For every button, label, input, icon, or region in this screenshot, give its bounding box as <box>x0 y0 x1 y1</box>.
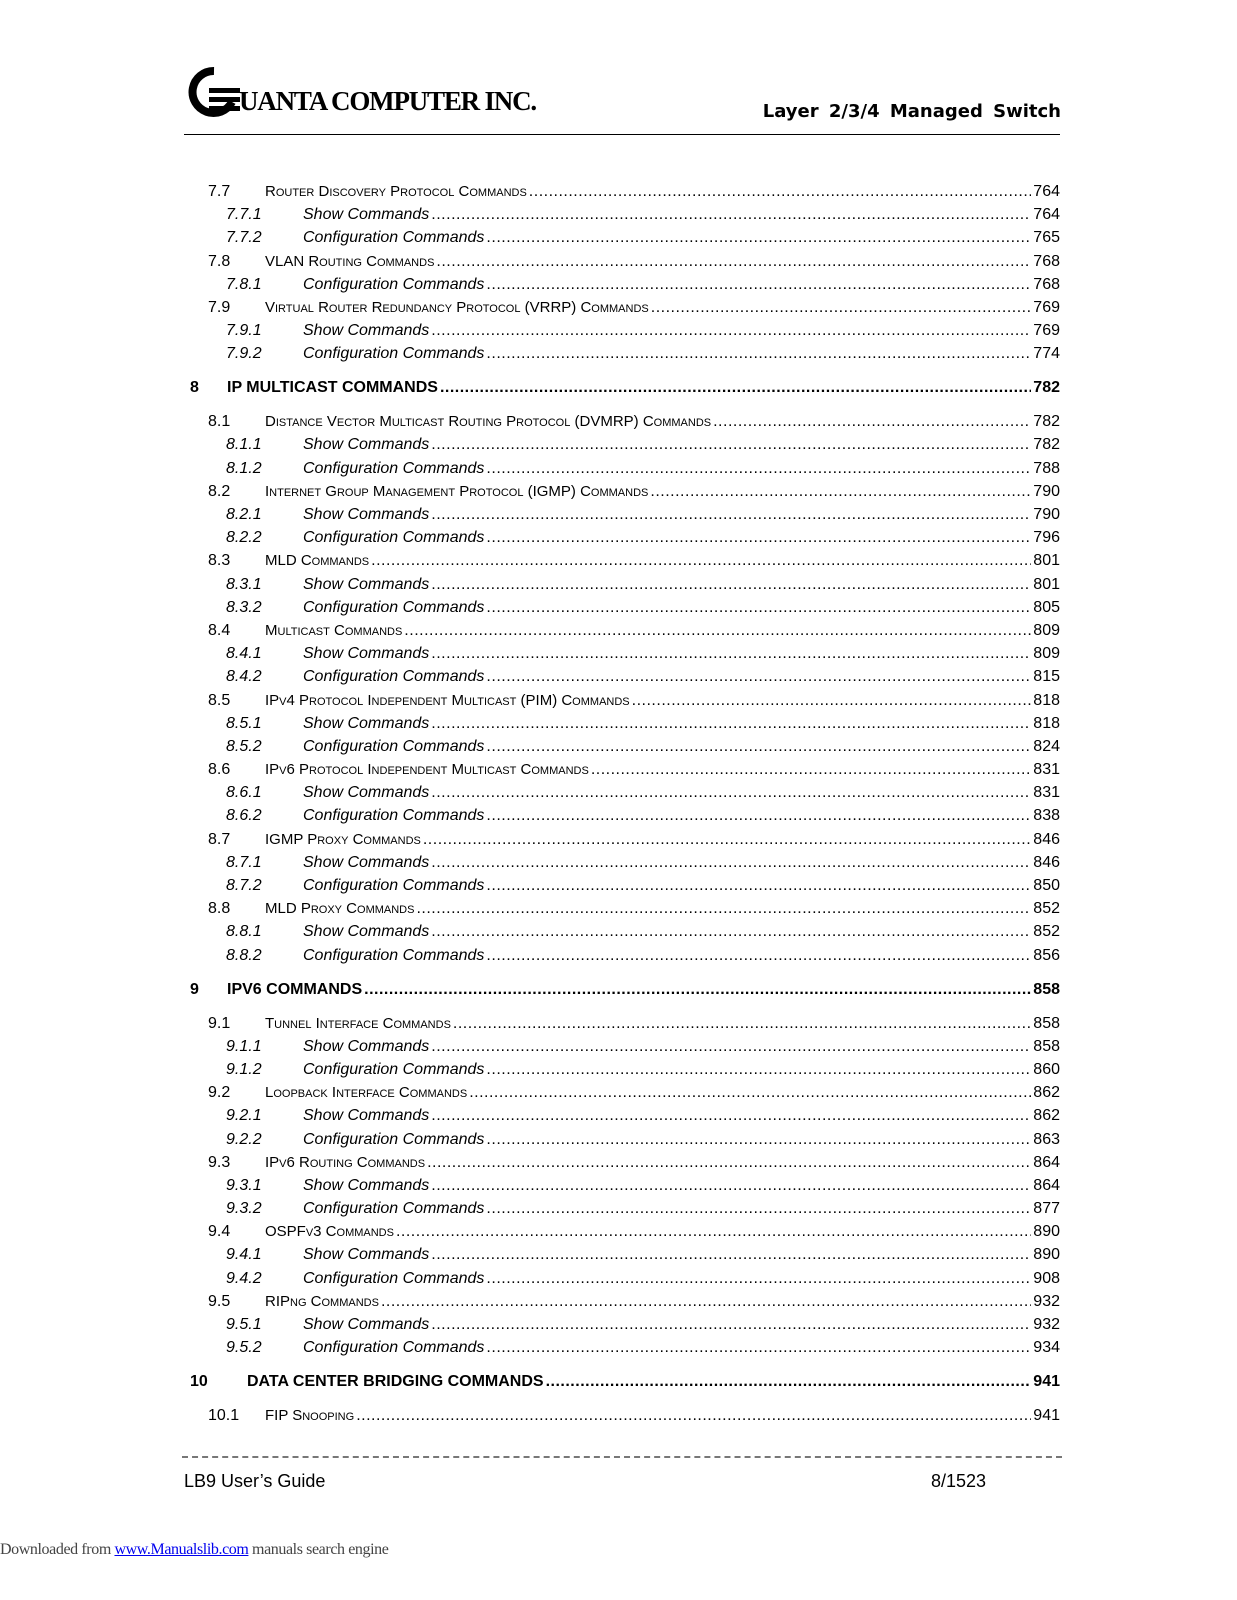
toc-dot-leader <box>486 804 1031 827</box>
toc-section-entry[interactable] <box>190 1012 1060 1035</box>
toc-entry-page: 858 <box>1033 980 1060 998</box>
toc-dot-leader <box>431 920 1031 943</box>
toc-entry-page: 908 <box>1033 1269 1060 1287</box>
toc-dot-leader <box>486 944 1031 967</box>
toc-entry-page: 864 <box>1033 1176 1060 1194</box>
toc-entry-page: 769 <box>1033 322 1060 340</box>
toc-entry-page: 788 <box>1033 459 1060 477</box>
toc-entry-title: IP MULTICAST COMMANDS <box>227 379 438 397</box>
toc-section-entry[interactable] <box>190 1290 1060 1313</box>
toc-entry-title: Virtual Router Redundancy Protocol (VRRP) Commands <box>265 298 649 316</box>
toc-dot-leader <box>423 828 1031 851</box>
toc-subsection-entry[interactable] <box>190 526 1060 549</box>
toc-entry-title: Multicast Commands <box>265 621 403 639</box>
toc-entry-number: 7.8 <box>208 252 231 270</box>
toc-dot-leader <box>381 1290 1031 1313</box>
toc-entry-title: Router Discovery Protocol Commands <box>265 183 527 200</box>
toc-dot-leader <box>396 1220 1031 1243</box>
toc-entry-page: 809 <box>1033 645 1060 663</box>
toc-entry-number: 8.4.1 <box>226 645 262 663</box>
toc-entry-number: 8.7 <box>208 830 231 848</box>
toc-subsection-entry[interactable] <box>190 1174 1060 1197</box>
toc-entry-page: 838 <box>1033 807 1060 825</box>
toc-entry-title: MLD Commands <box>265 552 370 570</box>
toc-entry-number: 7.7.1 <box>226 206 262 224</box>
toc-section-entry[interactable] <box>190 897 1060 920</box>
toc-dot-leader <box>431 851 1031 874</box>
toc-subsection-entry[interactable] <box>190 665 1060 688</box>
toc-entry-title: Show Commands <box>303 206 430 224</box>
toc-entry-number: 9.4 <box>208 1223 231 1241</box>
toc-subsection-entry[interactable] <box>190 642 1060 665</box>
toc-subsection-entry[interactable] <box>190 1035 1060 1058</box>
toc-entry-number: 8.5.1 <box>226 714 262 732</box>
toc-subsection-entry[interactable] <box>190 273 1060 296</box>
toc-entry-title: Show Commands <box>303 575 430 593</box>
toc-subsection-entry[interactable] <box>190 342 1060 365</box>
toc-entry-title: OSPFv3 Commands <box>265 1223 394 1241</box>
toc-section-entry[interactable] <box>190 1081 1060 1104</box>
toc-entry-number: 8.1 <box>208 413 231 431</box>
toc-entry-title: Show Commands <box>303 506 430 524</box>
toc-entry-title: Configuration Commands <box>303 345 485 363</box>
toc-entry-title: Configuration Commands <box>303 1269 485 1287</box>
company-logo <box>188 66 568 118</box>
toc-entry-page: 815 <box>1033 668 1060 686</box>
toc-dot-leader <box>486 1128 1031 1151</box>
toc-entry-title: Configuration Commands <box>303 807 485 825</box>
toc-entry-title: Show Commands <box>303 1316 430 1333</box>
toc-subsection-entry[interactable] <box>190 1058 1060 1081</box>
toc-entry-title: FIP Snooping <box>265 1407 355 1425</box>
toc-subsection-entry[interactable] <box>190 1128 1060 1151</box>
toc-chapter-entry[interactable] <box>190 376 1060 399</box>
toc-dot-leader <box>486 596 1031 619</box>
toc-dot-leader <box>486 1336 1031 1359</box>
toc-entry-number: 10 <box>190 1373 208 1391</box>
toc-subsection-entry[interactable] <box>190 1243 1060 1266</box>
toc-subsection-entry[interactable] <box>190 503 1060 526</box>
toc-dot-leader <box>427 1151 1031 1174</box>
toc-entry-number: 8.3.1 <box>226 575 262 593</box>
toc-entry-title: Configuration Commands <box>303 1130 485 1148</box>
toc-entry-page: 941 <box>1033 1407 1060 1425</box>
toc-dot-leader <box>431 1243 1031 1266</box>
toc-subsection-entry[interactable] <box>190 457 1060 480</box>
toc-entry-page: 846 <box>1033 830 1060 848</box>
header-title: Layer 2/3/4 Managed Switch <box>762 101 1061 122</box>
toc-section-entry[interactable] <box>190 1151 1060 1174</box>
toc-entry-page: 790 <box>1033 506 1060 524</box>
toc-entry-number: 8.6.1 <box>226 784 262 802</box>
toc-entry-number: 7.9.1 <box>226 322 262 340</box>
toc-entry-page: 941 <box>1033 1373 1060 1391</box>
toc-entry-number: 7.9.2 <box>226 345 262 363</box>
toc-dot-leader <box>713 410 1031 433</box>
toc-entry-page: 782 <box>1033 436 1060 454</box>
toc-entry-number: 8.6.2 <box>226 807 262 825</box>
toc-entry-number: 8.7.2 <box>226 877 262 895</box>
toc-entry-title: Show Commands <box>303 784 430 802</box>
toc-subsection-entry[interactable] <box>190 944 1060 967</box>
toc-dot-leader <box>431 1174 1031 1197</box>
toc-entry-title: Internet Group Management Protocol (IGMP) Commands <box>265 482 649 500</box>
quanta-q-logo-icon <box>188 66 240 118</box>
toc-entry-page: 852 <box>1033 900 1060 918</box>
toc-entry-page: 769 <box>1033 298 1060 316</box>
toc-dot-leader <box>431 573 1031 596</box>
toc-dot-leader <box>486 457 1031 480</box>
toc-dot-leader <box>431 1313 1031 1336</box>
toc-entry-page: 850 <box>1033 877 1060 895</box>
toc-entry-page: 890 <box>1033 1246 1060 1264</box>
toc-chapter-entry[interactable] <box>190 1370 1060 1393</box>
toc-entry-page: 765 <box>1033 229 1060 247</box>
toc-entry-page: 934 <box>1033 1339 1060 1357</box>
footer-guide-title: LB9 User’s Guide <box>184 1471 326 1491</box>
toc-entry-title: Loopback Interface Commands <box>265 1084 468 1102</box>
toc-dot-leader <box>436 250 1031 273</box>
toc-dot-leader <box>486 526 1031 549</box>
toc-entry-number: 8.8 <box>208 900 231 918</box>
toc-dot-leader <box>546 1370 1032 1393</box>
toc-entry-page: 818 <box>1033 714 1060 732</box>
toc-subsection-entry[interactable] <box>190 319 1060 342</box>
toc-entry-title: Show Commands <box>303 322 430 340</box>
toc-subsection-entry[interactable] <box>190 1313 1060 1336</box>
toc-subsection-entry[interactable] <box>190 851 1060 874</box>
toc-subsection-entry[interactable] <box>190 1104 1060 1127</box>
toc-entry-page: 768 <box>1033 275 1060 293</box>
toc-entry-number: 10.1 <box>208 1407 240 1425</box>
toc-entry-number: 8.5.2 <box>226 737 262 755</box>
toc-entry-number: 8.7.1 <box>226 853 262 871</box>
toc-subsection-entry[interactable] <box>190 735 1060 758</box>
toc-entry-page: 852 <box>1033 923 1060 941</box>
toc-dot-leader <box>632 689 1032 712</box>
toc-dot-leader <box>486 1058 1031 1081</box>
header-divider <box>184 134 1060 135</box>
toc-dot-leader <box>416 897 1031 920</box>
toc-entry-title: Tunnel Interface Commands <box>265 1014 451 1032</box>
toc-section-entry[interactable] <box>190 689 1060 712</box>
company-name: UANTA COMPUTER INC. <box>239 86 536 116</box>
toc-entry-page: 796 <box>1033 529 1060 547</box>
toc-dot-leader <box>591 758 1031 781</box>
toc-entry-number: 8.5 <box>208 691 231 709</box>
toc-section-entry[interactable] <box>190 250 1060 273</box>
toc-entry-page: 824 <box>1033 737 1060 755</box>
toc-subsection-entry[interactable] <box>190 804 1060 827</box>
toc-entry-title: Configuration Commands <box>303 1339 485 1357</box>
toc-entry-page: 831 <box>1033 761 1060 779</box>
toc-dot-leader <box>650 480 1031 503</box>
toc-entry-number: 7.7 <box>208 183 231 200</box>
toc-entry-title: Show Commands <box>303 1246 430 1264</box>
toc-entry-page: 782 <box>1033 413 1060 431</box>
manualslib-link[interactable]: www.Manualslib.com <box>114 1541 249 1558</box>
toc-subsection-entry[interactable] <box>190 1197 1060 1220</box>
toc-section-entry[interactable] <box>190 1220 1060 1243</box>
download-note <box>0 1541 388 1559</box>
toc-entry-page: 801 <box>1033 575 1060 593</box>
toc-entry-number: 9.4.2 <box>226 1269 262 1287</box>
toc-dot-leader <box>486 735 1031 758</box>
toc-dot-leader <box>486 665 1031 688</box>
toc-subsection-entry[interactable] <box>190 1267 1060 1290</box>
toc-entry-page: 862 <box>1033 1084 1060 1102</box>
toc-entry-number: 9.3.1 <box>226 1176 262 1194</box>
toc-entry-page: 858 <box>1033 1014 1060 1032</box>
toc-dot-leader <box>486 1267 1031 1290</box>
toc-subsection-entry[interactable] <box>190 596 1060 619</box>
toc-entry-title: IPv6 Protocol Independent Multicast Commands <box>265 761 589 779</box>
toc-entry-title: IPv4 Protocol Independent Multicast (PIM) Commands <box>265 691 630 709</box>
toc-dot-leader <box>431 203 1031 226</box>
toc-entry-title: IPV6 COMMANDS <box>227 980 363 998</box>
toc-entry-title: Show Commands <box>303 1107 430 1125</box>
toc-subsection-entry[interactable] <box>190 203 1060 226</box>
toc-subsection-entry[interactable] <box>190 712 1060 735</box>
toc-entry-number: 8.1.2 <box>226 459 262 477</box>
toc-entry-title: MLD Proxy Commands <box>265 900 415 918</box>
toc-entry-number: 7.8.1 <box>226 275 262 293</box>
toc-entry-title: IGMP Proxy Commands <box>265 830 421 848</box>
toc-section-entry[interactable] <box>190 619 1060 642</box>
toc-dot-leader <box>440 376 1031 399</box>
toc-entry-title: Configuration Commands <box>303 275 485 293</box>
toc-entry-page: 790 <box>1033 482 1060 500</box>
toc-entry-number: 8.8.2 <box>226 946 262 964</box>
toc-subsection-entry[interactable] <box>190 573 1060 596</box>
footer-divider <box>182 1456 1062 1458</box>
toc-dot-leader <box>453 1012 1031 1035</box>
toc-dot-leader <box>431 642 1031 665</box>
toc-entry-number: 9.5.2 <box>226 1339 262 1357</box>
toc-entry-title: Distance Vector Multicast Routing Protocol (DVMRP) Commands <box>265 413 712 431</box>
toc-entry-page: 801 <box>1033 552 1060 570</box>
toc-chapter-entry[interactable] <box>190 978 1060 1001</box>
toc-entry-page: 932 <box>1033 1292 1060 1310</box>
toc-section-entry[interactable] <box>190 1404 1060 1427</box>
toc-entry-number: 8.4.2 <box>226 668 262 686</box>
toc-entry-page: 805 <box>1033 598 1060 616</box>
toc-entry-page: 862 <box>1033 1107 1060 1125</box>
toc-subsection-entry[interactable] <box>190 874 1060 897</box>
toc-entry-page: 764 <box>1033 183 1060 200</box>
toc-entry-number: 9.2 <box>208 1084 231 1102</box>
toc-dot-leader <box>431 1035 1031 1058</box>
toc-entry-title: Configuration Commands <box>303 1060 485 1078</box>
toc-entry-number: 8.4 <box>208 621 231 639</box>
toc-entry-number: 8.3.2 <box>226 598 262 616</box>
footer-page-number: 8/1523 <box>931 1471 987 1491</box>
toc-dot-leader <box>364 978 1031 1001</box>
toc-entry-page: 818 <box>1033 691 1060 709</box>
toc-entry-title: Show Commands <box>303 714 430 732</box>
toc-entry-page: 863 <box>1033 1130 1060 1148</box>
toc-subsection-entry[interactable] <box>190 1336 1060 1359</box>
toc-section-entry[interactable] <box>190 758 1060 781</box>
toc-entry-number: 8.6 <box>208 761 231 779</box>
toc-entry-title: Configuration Commands <box>303 598 485 616</box>
toc-dot-leader <box>356 1404 1031 1427</box>
toc-entry-page: 831 <box>1033 784 1060 802</box>
toc-entry-title: Configuration Commands <box>303 529 485 547</box>
toc-section-entry[interactable] <box>190 180 1060 203</box>
toc-entry-title: DATA CENTER BRIDGING COMMANDS <box>247 1373 544 1391</box>
toc-entry-title: Configuration Commands <box>303 229 485 247</box>
toc-entry-number: 8.2.2 <box>226 529 262 547</box>
toc-entry-page: 877 <box>1033 1200 1060 1218</box>
toc-entry-page: 864 <box>1033 1153 1060 1171</box>
toc-entry-title: Show Commands <box>303 436 430 454</box>
toc-entry-title: Configuration Commands <box>303 877 485 895</box>
download-suffix: manuals search engine <box>248 1541 389 1558</box>
toc-entry-number: 8.3 <box>208 552 231 570</box>
toc-dot-leader <box>529 180 1032 203</box>
toc-section-entry[interactable] <box>190 828 1060 851</box>
toc-entry-page: 932 <box>1033 1316 1060 1333</box>
toc-dot-leader <box>431 781 1031 804</box>
toc-entry-title: Show Commands <box>303 1176 430 1194</box>
toc-subsection-entry[interactable] <box>190 920 1060 943</box>
toc-dot-leader <box>486 1197 1031 1220</box>
toc-entry-number: 9.2.2 <box>226 1130 262 1148</box>
toc-entry-page: 774 <box>1033 345 1060 363</box>
toc-dot-leader <box>431 1104 1031 1127</box>
toc-entry-title: RIPng Commands <box>265 1292 379 1310</box>
toc-subsection-entry[interactable] <box>190 433 1060 456</box>
toc-entry-number: 9.3 <box>208 1153 231 1171</box>
toc-entry-title: Configuration Commands <box>303 668 485 686</box>
toc-entry-page: 856 <box>1033 946 1060 964</box>
toc-entry-title: Show Commands <box>303 853 430 871</box>
toc-entry-title: Configuration Commands <box>303 737 485 755</box>
toc-dot-leader <box>486 226 1031 249</box>
toc-entry-title: Show Commands <box>303 1037 430 1055</box>
table-of-contents <box>190 180 1060 1427</box>
toc-subsection-entry[interactable] <box>190 226 1060 249</box>
toc-entry-title: IPv6 Routing Commands <box>265 1153 426 1171</box>
toc-entry-number: 9.1.1 <box>226 1037 262 1055</box>
toc-entry-page: 768 <box>1033 252 1060 270</box>
toc-entry-number: 9.5 <box>208 1292 231 1310</box>
toc-dot-leader <box>486 342 1031 365</box>
toc-entry-number: 9 <box>190 980 199 998</box>
toc-dot-leader <box>371 549 1031 572</box>
toc-dot-leader <box>469 1081 1031 1104</box>
toc-section-entry[interactable] <box>190 480 1060 503</box>
toc-entry-number: 7.7.2 <box>226 229 262 247</box>
toc-entry-title: Configuration Commands <box>303 459 485 477</box>
toc-section-entry[interactable] <box>190 296 1060 319</box>
toc-dot-leader <box>431 319 1031 342</box>
toc-entry-number: 8.8.1 <box>226 923 262 941</box>
toc-entry-title: Show Commands <box>303 645 430 663</box>
toc-dot-leader <box>486 874 1031 897</box>
toc-entry-number: 8.2.1 <box>226 506 262 524</box>
toc-entry-number: 9.3.2 <box>226 1200 262 1218</box>
toc-subsection-entry[interactable] <box>190 781 1060 804</box>
toc-entry-number: 9.2.1 <box>226 1107 262 1125</box>
toc-entry-page: 782 <box>1033 379 1060 397</box>
toc-section-entry[interactable] <box>190 549 1060 572</box>
toc-entry-number: 9.4.1 <box>226 1246 262 1264</box>
toc-dot-leader <box>431 503 1031 526</box>
toc-entry-page: 890 <box>1033 1223 1060 1241</box>
toc-entry-number: 9.5.1 <box>226 1316 262 1333</box>
toc-entry-number: 8 <box>190 379 199 397</box>
toc-entry-number: 8.1.1 <box>226 436 262 454</box>
toc-entry-page: 858 <box>1033 1037 1060 1055</box>
toc-entry-number: 9.1 <box>208 1014 231 1032</box>
toc-entry-number: 9.1.2 <box>226 1060 262 1078</box>
toc-dot-leader <box>651 296 1032 319</box>
toc-entry-title: Show Commands <box>303 923 430 941</box>
toc-dot-leader <box>486 273 1031 296</box>
download-prefix: Downloaded from <box>0 1541 115 1558</box>
toc-entry-page: 764 <box>1033 206 1060 224</box>
toc-dot-leader <box>431 433 1031 456</box>
toc-dot-leader <box>431 712 1031 735</box>
toc-entry-title: VLAN Routing Commands <box>265 252 435 270</box>
toc-entry-page: 860 <box>1033 1060 1060 1078</box>
toc-entry-page: 846 <box>1033 853 1060 871</box>
toc-entry-title: Configuration Commands <box>303 1200 485 1218</box>
toc-section-entry[interactable] <box>190 410 1060 433</box>
toc-entry-title: Configuration Commands <box>303 946 485 964</box>
toc-entry-page: 809 <box>1033 621 1060 639</box>
toc-dot-leader <box>404 619 1031 642</box>
toc-entry-number: 8.2 <box>208 482 231 500</box>
toc-entry-number: 7.9 <box>208 298 231 316</box>
